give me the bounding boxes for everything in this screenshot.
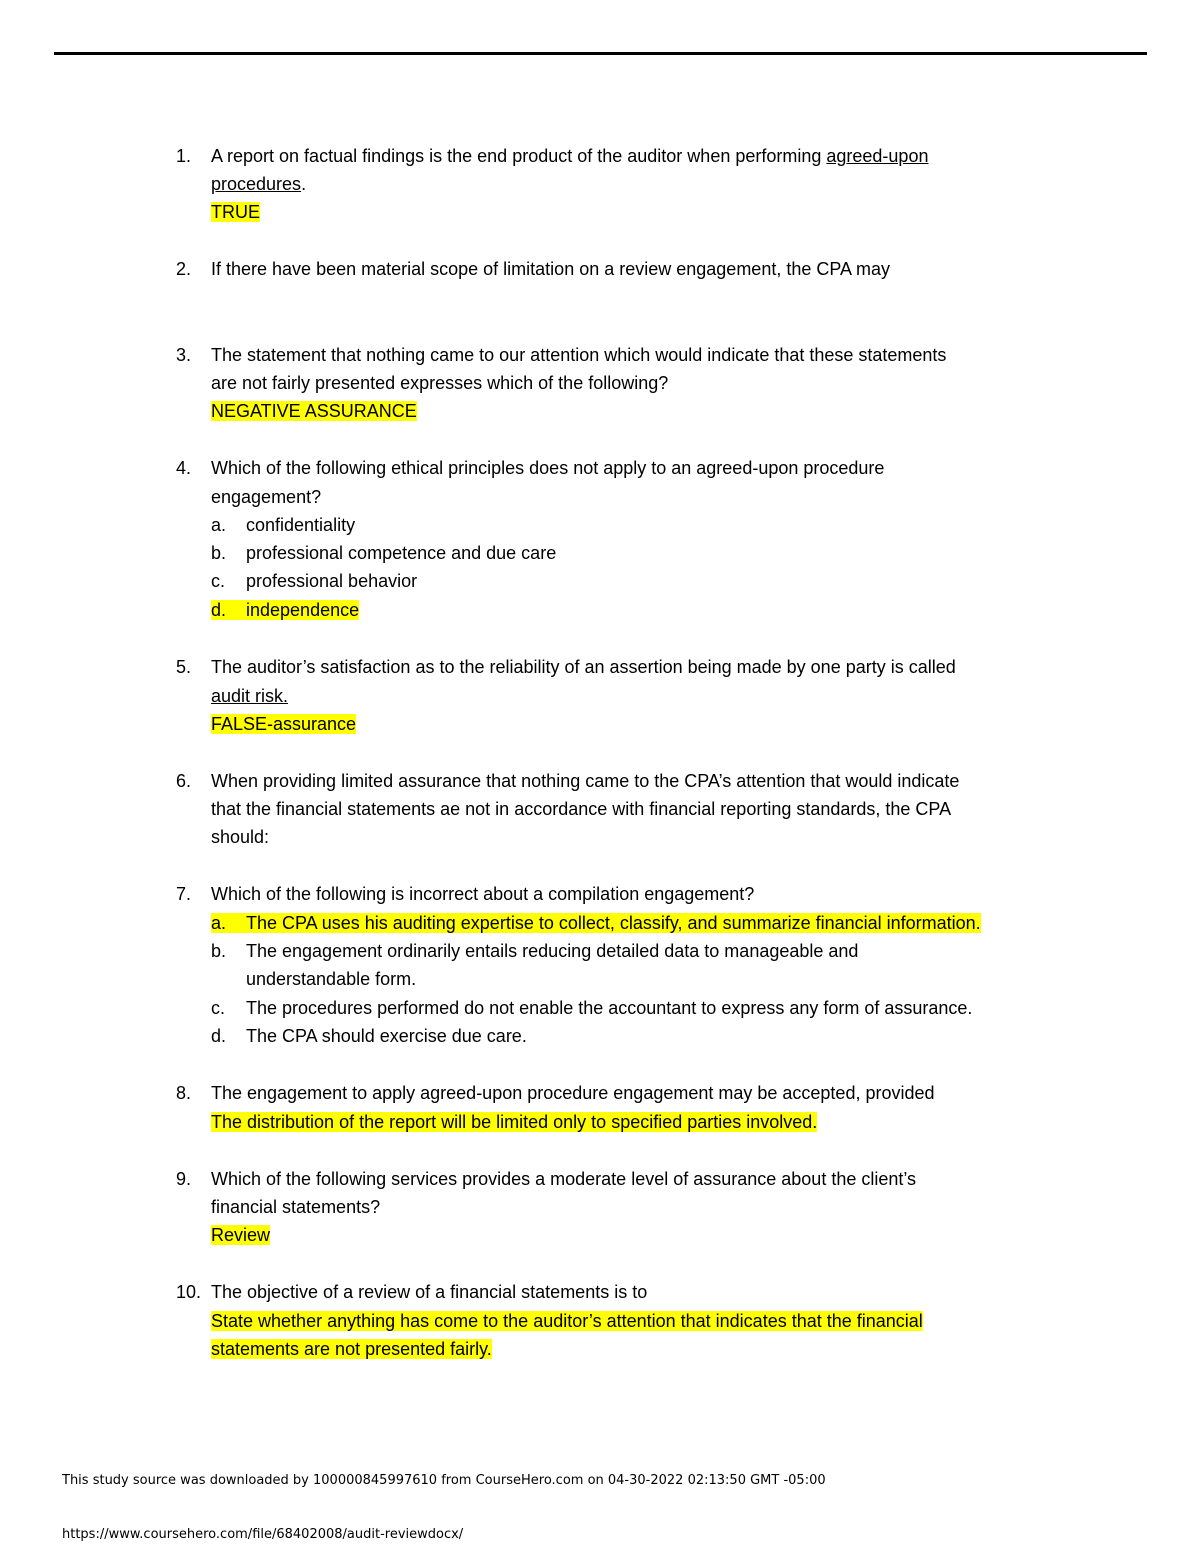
q4-number: 4. — [176, 458, 192, 478]
q8-answer — [211, 1108, 817, 1136]
q7-option-d-letter: d. — [211, 1026, 227, 1046]
q4-option-c-letter: c. — [211, 571, 226, 591]
q4-option-d — [211, 596, 359, 624]
q7-option-a-letter: a. — [211, 913, 227, 933]
q1-answer-highlight: TRUE — [211, 202, 260, 222]
q1-number: 1. — [176, 146, 192, 166]
q6-number: 6. — [176, 771, 192, 791]
q7-text: Which of the following is incorrect about a compilation engagement? — [211, 884, 755, 904]
q7-option-b-cont: understandable form. — [246, 969, 417, 989]
q4-option-b-text: professional competence and due care — [246, 543, 557, 563]
q2-number: 2. — [176, 259, 192, 279]
q9-text-line1: Which of the following services provides a moderate level of assurance about the client’s — [211, 1169, 917, 1189]
q4-option-a-text: confidentiality — [246, 515, 356, 535]
top-rule — [54, 52, 1147, 55]
q9-answer — [211, 1221, 270, 1249]
q10-number: 10. — [176, 1282, 202, 1302]
q7-option-d — [211, 1022, 527, 1050]
q8-text: The engagement to apply agreed-upon procedure engagement may be accepted, provided — [211, 1083, 935, 1103]
source-url-link[interactable]: https://www.coursehero.com/file/68402008/audit-reviewdocx/ — [62, 1527, 464, 1542]
q10-answer-highlight-2: statements are not presented fairly. — [211, 1339, 492, 1359]
q7-option-d-text: The CPA should exercise due care. — [246, 1026, 527, 1046]
q10-answer-highlight-1: State whether anything has come to the auditor’s attention that indicates that the financial — [211, 1311, 923, 1331]
q7-option-b-letter: b. — [211, 941, 227, 961]
q1-text-a: A report on factual findings is the end product of the auditor when performing — [211, 146, 827, 166]
q4-option-d-text: independence — [246, 600, 360, 620]
q7-option-a-text: The CPA uses his auditing expertise to collect, classify, and summarize financial information. — [246, 913, 981, 933]
q1-period: . — [301, 174, 307, 194]
download-source-note: This study source was downloaded by 100000845997610 from CourseHero.com on 04-30-2022 02:13:50 GMT -05:00 — [62, 1473, 826, 1488]
q2-text: If there have been material scope of limitation on a review engagement, the CPA may — [211, 259, 891, 279]
q1-text — [211, 142, 928, 170]
q8-number: 8. — [176, 1083, 192, 1103]
q9-number: 9. — [176, 1169, 192, 1189]
q4-option-d-letter: d. — [211, 600, 227, 620]
q7-number: 7. — [176, 884, 192, 904]
q4-option-c — [211, 567, 417, 595]
q1-underlined-a: agreed-upon — [826, 146, 929, 166]
q4-option-a-letter: a. — [211, 515, 227, 535]
q4-option-b-letter: b. — [211, 543, 227, 563]
q6-text-line3: should: — [211, 827, 270, 847]
q5-answer-highlight: FALSE-assurance — [211, 714, 357, 734]
q1-underlined-b: procedures — [211, 174, 302, 194]
q5-answer — [211, 710, 356, 738]
q6-text-line1: When providing limited assurance that nothing came to the CPA’s attention that would indicate — [211, 771, 960, 791]
q6-text-line2: that the financial statements ae not in accordance with financial reporting standards, the CPA — [211, 799, 952, 819]
q5-number: 5. — [176, 657, 192, 677]
q4-text-line1: Which of the following ethical principles does not apply to an agreed-upon procedure — [211, 458, 885, 478]
q7-option-c — [211, 994, 972, 1022]
q3-text-line1: The statement that nothing came to our attention which would indicate that these statements — [211, 345, 947, 365]
q5-underlined: audit risk. — [211, 686, 289, 706]
q1-text-cont — [211, 170, 306, 198]
q4-option-b — [211, 539, 556, 567]
q7-option-c-letter: c. — [211, 998, 226, 1018]
q5-text-line1: The auditor’s satisfaction as to the reliability of an assertion being made by one party is called — [211, 657, 956, 677]
q3-text-line2: are not fairly presented expresses which of the following? — [211, 373, 669, 393]
q9-answer-highlight: Review — [211, 1225, 271, 1245]
q5-text-line2 — [211, 682, 288, 710]
q3-answer-highlight: NEGATIVE ASSURANCE — [211, 401, 417, 421]
q10-answer-line2 — [211, 1335, 492, 1363]
q4-text-line2: engagement? — [211, 487, 322, 507]
q7-option-b-text: The engagement ordinarily entails reducing detailed data to manageable and — [246, 941, 859, 961]
q10-answer-line1 — [211, 1307, 923, 1335]
q7-option-c-text: The procedures performed do not enable the accountant to express any form of assurance. — [246, 998, 973, 1018]
q4-option-a — [211, 511, 355, 539]
q3-answer — [211, 397, 417, 425]
q9-text-line2: financial statements? — [211, 1197, 381, 1217]
q4-option-c-text: professional behavior — [246, 571, 418, 591]
q8-answer-highlight: The distribution of the report will be limited only to specified parties involved. — [211, 1112, 818, 1132]
q10-text: The objective of a review of a financial statements is to — [211, 1282, 648, 1302]
q1-answer — [211, 198, 260, 226]
q7-option-b — [211, 937, 858, 965]
q3-number: 3. — [176, 345, 192, 365]
q7-option-a — [211, 909, 981, 937]
